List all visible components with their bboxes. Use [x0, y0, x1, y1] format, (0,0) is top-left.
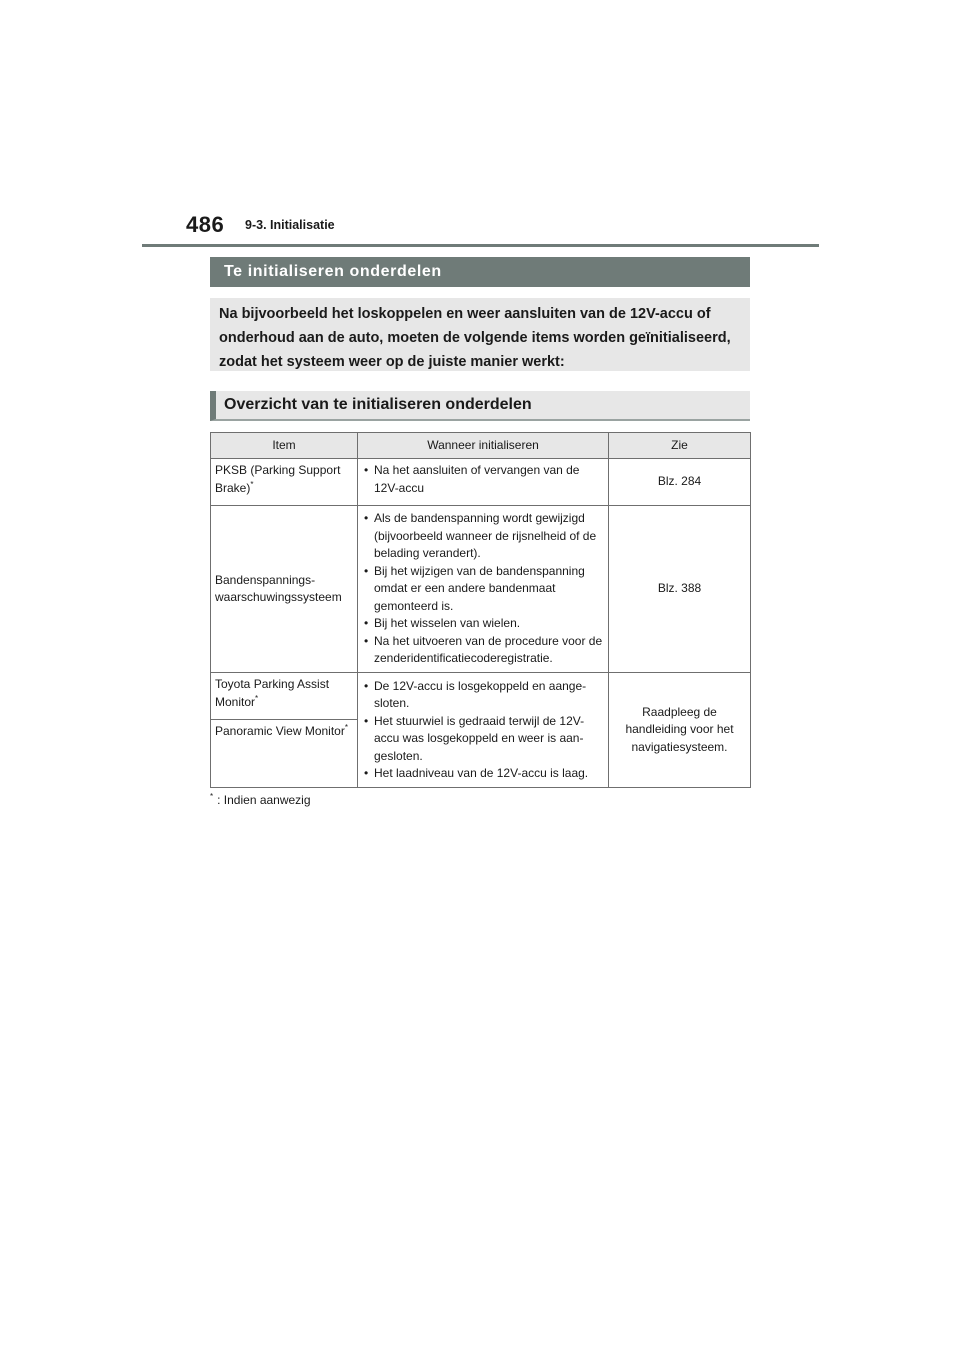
reference-cell: Blz. 388	[609, 506, 751, 673]
list-item: • De 12V-accu is losgekoppeld en aange-sloten.	[362, 678, 604, 713]
conditions-cell	[358, 459, 609, 506]
section-reference: 9-3. Initialisatie	[245, 218, 335, 232]
page-number: 486	[186, 212, 225, 237]
footnote-mark: *	[250, 479, 254, 489]
table-row	[211, 673, 751, 720]
list-item: • Bij het wijzigen van de bandenspanning omdat er een andere bandenmaat gemonteerd is.	[362, 563, 604, 616]
list-item: • Na het uitvoeren van de procedure voor de zenderidentificatiecoderegistratie.	[362, 633, 604, 668]
item-label: Panoramic View Monitor	[215, 724, 345, 738]
conditions-cell	[358, 673, 609, 788]
header-divider	[142, 244, 819, 247]
reference-cell: Raadpleeg de handleiding voor het navigatiesysteem.	[609, 673, 751, 788]
conditions-list	[362, 678, 604, 783]
footnote-mark: *	[344, 723, 348, 732]
footnote-mark: *	[255, 693, 259, 703]
list-item: • Bij het wisselen van wielen.	[362, 615, 604, 633]
item-label: Toyota Parking Assist Monitor	[215, 677, 330, 709]
item-label: Bandenspannings-waarschuwingssysteem	[215, 572, 342, 604]
subsection-heading: Overzicht van te initialiseren onderdelen	[210, 391, 750, 421]
column-header-when: Wanneer initialiseren	[358, 433, 609, 459]
list-item: • Als de bandenspanning wordt gewijzigd (bijvoorbeeld wanneer de rijsnelheid of de belading verandert).	[362, 510, 604, 563]
section-title: Te initialiseren onderdelen	[210, 257, 750, 287]
conditions-cell	[358, 506, 609, 673]
table-row	[211, 459, 751, 506]
table-row	[211, 506, 751, 673]
item-label: PKSB (Parking Support Brake)	[215, 463, 341, 495]
list-item: • Het laadniveau van de 12V-accu is laag.	[362, 765, 604, 783]
list-item: • Na het aansluiten of vervangen van de 12V-accu	[362, 462, 604, 497]
item-cell	[211, 506, 358, 673]
reference-cell: Blz. 284	[609, 459, 751, 506]
item-cell	[211, 673, 358, 720]
footnote-text: : Indien aanwezig	[217, 793, 311, 807]
list-item: • Het stuurwiel is gedraaid terwijl de 12V-accu was losgekoppeld en weer is aan-gesloten.	[362, 713, 604, 766]
item-cell	[211, 459, 358, 506]
conditions-list	[362, 510, 604, 668]
intro-text: Na bijvoorbeeld het loskoppelen en weer aansluiten van de 12V-accu of onderhoud aan de auto, moeten de volgende items worden geïnitialiseerd, zodat het systeem weer op de juiste manier werkt:	[210, 298, 750, 371]
column-header-see: Zie	[609, 433, 751, 459]
conditions-list	[362, 462, 604, 497]
column-header-item: Item	[211, 433, 358, 459]
item-cell	[211, 720, 358, 788]
initialization-table	[210, 432, 751, 788]
footnote	[210, 793, 311, 807]
footnote-mark: *	[210, 792, 214, 801]
table-header-row	[211, 433, 751, 459]
